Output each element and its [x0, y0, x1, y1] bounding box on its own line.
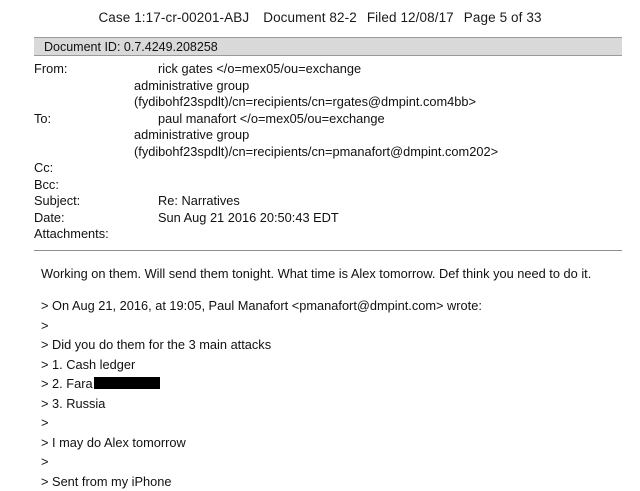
- case-number: Case 1:17-cr-00201-ABJ: [98, 10, 249, 25]
- field-label-attachments: Attachments:: [34, 226, 134, 243]
- quoted-line: >: [41, 316, 622, 336]
- message-body: [41, 264, 622, 491]
- field-label-date: Date:: [34, 210, 134, 227]
- quoted-line: > I may do Alex tomorrow: [41, 433, 622, 453]
- field-value-cc: [134, 160, 624, 177]
- quoted-line: >: [41, 413, 622, 433]
- filed-date: Filed 12/08/17: [367, 10, 454, 25]
- date-text: Sun Aug 21 2016 20:50:43 EDT: [134, 210, 339, 225]
- field-value-from: [134, 61, 624, 111]
- email-header-fields: [34, 61, 624, 243]
- header-row-attachments: [34, 226, 624, 243]
- header-row-date: [34, 210, 624, 227]
- field-label-to: To:: [34, 111, 134, 161]
- to-line-2: administrative group: [134, 127, 624, 144]
- field-value-attachments: [134, 226, 624, 243]
- field-label-bcc: Bcc:: [34, 177, 134, 194]
- quoted-line: > Did you do them for the 3 main attacks: [41, 335, 622, 355]
- quoted-line: > Sent from my iPhone: [41, 472, 622, 491]
- header-row-to: [34, 111, 624, 161]
- header-row-bcc: [34, 177, 624, 194]
- field-label-from: From:: [34, 61, 134, 111]
- court-header-stamp: [0, 0, 640, 25]
- message-intro: Working on them. Will send them tonight. What time is Alex tomorrow. Def think you need to do it.: [41, 264, 622, 284]
- document-id-bar: Document ID: 0.7.4249.208258: [34, 37, 622, 56]
- quoted-line: >: [41, 452, 622, 472]
- header-body-divider: [34, 250, 622, 251]
- header-row-subject: [34, 193, 624, 210]
- page-number: Page 5 of 33: [464, 10, 542, 25]
- field-label-subject: Subject:: [34, 193, 134, 210]
- quoted-line: > 1. Cash ledger: [41, 355, 622, 375]
- field-value-subject: [134, 193, 624, 210]
- document-number: Document 82-2: [263, 10, 357, 25]
- field-value-to: [134, 111, 624, 161]
- from-line-3: (fydibohf23spdlt)/cn=recipients/cn=rgates@dmpint.com4bb>: [134, 94, 624, 111]
- quoted-line-redacted: [41, 374, 622, 394]
- subject-text: Re: Narratives: [134, 193, 240, 208]
- redaction-box: [94, 377, 160, 389]
- field-value-date: [134, 210, 624, 227]
- header-row-cc: [34, 160, 624, 177]
- field-label-cc: Cc:: [34, 160, 134, 177]
- quoted-line: > On Aug 21, 2016, at 19:05, Paul Manafort <pmanafort@dmpint.com> wrote:: [41, 296, 622, 316]
- header-row-from: [34, 61, 624, 111]
- quoted-line: > 3. Russia: [41, 394, 622, 414]
- to-line-1: paul manafort </o=mex05/ou=exchange: [134, 111, 624, 128]
- from-line-2: administrative group: [134, 78, 624, 95]
- quoted-line-text: > 2. Fara: [41, 376, 93, 391]
- field-value-bcc: [134, 177, 624, 194]
- to-line-3: (fydibohf23spdlt)/cn=recipients/cn=pmanafort@dmpint.com202>: [134, 144, 624, 161]
- from-line-1: rick gates </o=mex05/ou=exchange: [134, 61, 624, 78]
